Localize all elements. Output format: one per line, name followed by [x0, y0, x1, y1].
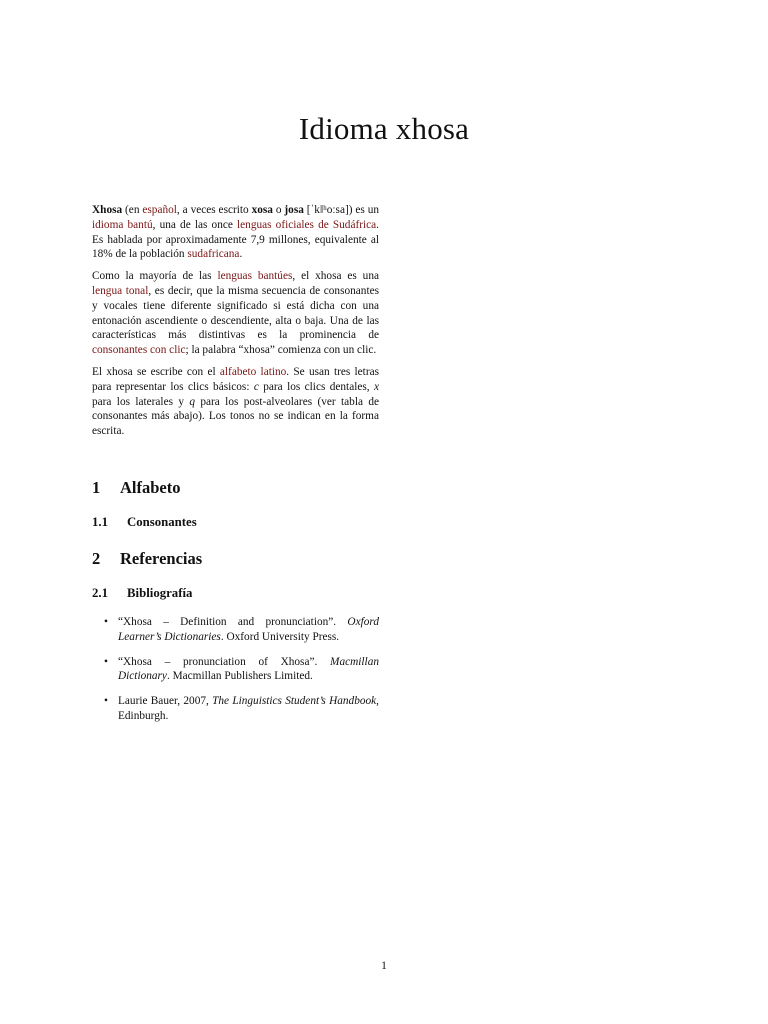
page-title: Idioma xhosa: [298, 111, 470, 146]
bullet: •: [104, 655, 108, 668]
letter-q: q: [189, 395, 196, 408]
list-item: [92, 615, 379, 645]
section-number: 1: [92, 478, 101, 497]
text-run: .: [239, 248, 243, 261]
link-consonantes-clic[interactable]: consonantes con clic: [92, 344, 186, 357]
section-label: Bibliografía: [127, 586, 193, 600]
term-xhosa: Xhosa: [92, 204, 123, 216]
link-espanol[interactable]: español: [142, 204, 177, 216]
section-label: Consonantes: [127, 515, 197, 529]
link-sudafricana[interactable]: sudafricana: [187, 248, 240, 261]
text-run: . Oxford University Press.: [220, 630, 340, 643]
list-item: [92, 655, 379, 685]
link-lengua-tonal[interactable]: lengua tonal: [92, 284, 149, 297]
ref-title: Oxford Learner’s Dictionaries: [118, 616, 379, 643]
section-heading-referencias: [92, 549, 202, 569]
section-number: 2: [92, 549, 101, 568]
letter-c: c: [253, 380, 259, 393]
bullet: •: [104, 695, 108, 708]
section-heading-alfabeto: [92, 478, 181, 498]
page-number: 1: [381, 960, 387, 972]
list-item: [92, 694, 379, 724]
link-alfabeto-latino[interactable]: alfabeto latino: [219, 365, 287, 378]
term-josa: josa: [284, 204, 304, 216]
intro-paragraph-1: [92, 203, 379, 262]
text-run: , es decir, que la misma secuencia de consonantes y vocales tiene diferente significado si está dicha con una entonación ascendiente o descendiente, alta o baja. Una de las características más distintivas es la prominencia de: [92, 284, 379, 342]
text-run: . Es hablada por aproximadamente 7,9 millones, equivalente al 18% de la población: [92, 218, 379, 261]
text-run: . Macmillan Publishers Limited.: [166, 670, 313, 683]
bibliography-list: [92, 615, 379, 734]
subsection-heading-bibliografia: [92, 586, 192, 601]
term-xosa: xosa: [251, 204, 273, 216]
text-run: [ˈkǁʰoːsa]) es un: [303, 204, 380, 216]
text-run: . Se usan tres letras para representar los clics básicos:: [92, 365, 379, 393]
ref-title: Macmillan Dictionary: [118, 655, 379, 683]
text-run: Como la mayoría de las: [92, 270, 218, 283]
text-run: , a veces escrito: [176, 204, 252, 216]
text-run: “Xhosa – pronunciation of Xhosa”.: [118, 655, 331, 668]
text-run: Laurie Bauer, 2007,: [118, 695, 213, 708]
link-lenguas-bantues[interactable]: lenguas bantúes: [217, 270, 293, 283]
text-run: (en: [122, 204, 143, 216]
ref-title: The Linguistics Student’s Handbook: [212, 695, 377, 708]
subsection-heading-consonantes: [92, 515, 197, 530]
bullet: •: [104, 616, 108, 628]
text-run: para los laterales y: [92, 395, 190, 408]
intro-paragraph-3: [92, 365, 379, 439]
text-run: , Edinburgh.: [118, 695, 379, 722]
text-run: ; la palabra “xhosa” comienza con un clic.: [185, 344, 377, 357]
text-run: El xhosa se escribe con el: [92, 365, 220, 378]
intro-paragraph-2: [92, 269, 379, 358]
section-number: 1.1: [92, 515, 108, 529]
section-label: Alfabeto: [120, 478, 181, 497]
text-run: , el xhosa es una: [292, 270, 379, 283]
link-idioma-bantu[interactable]: idioma bantú: [92, 218, 153, 231]
letter-x: x: [373, 380, 379, 393]
text-run: para los post-alveolares (ver tabla de consonantes más abajo). Los tonos no se indican en la forma escrita.: [92, 395, 379, 438]
text-run: para los clics dentales,: [258, 380, 374, 393]
text-run: , una de las once: [152, 218, 238, 231]
text-run: “Xhosa – Definition and pronunciation”.: [118, 616, 348, 628]
text-run: o: [272, 204, 285, 216]
intro-text: [92, 203, 379, 446]
link-lenguas-oficiales[interactable]: lenguas oficiales de Sudáfrica: [237, 218, 377, 231]
section-number: 2.1: [92, 586, 108, 600]
section-label: Referencias: [120, 549, 203, 568]
